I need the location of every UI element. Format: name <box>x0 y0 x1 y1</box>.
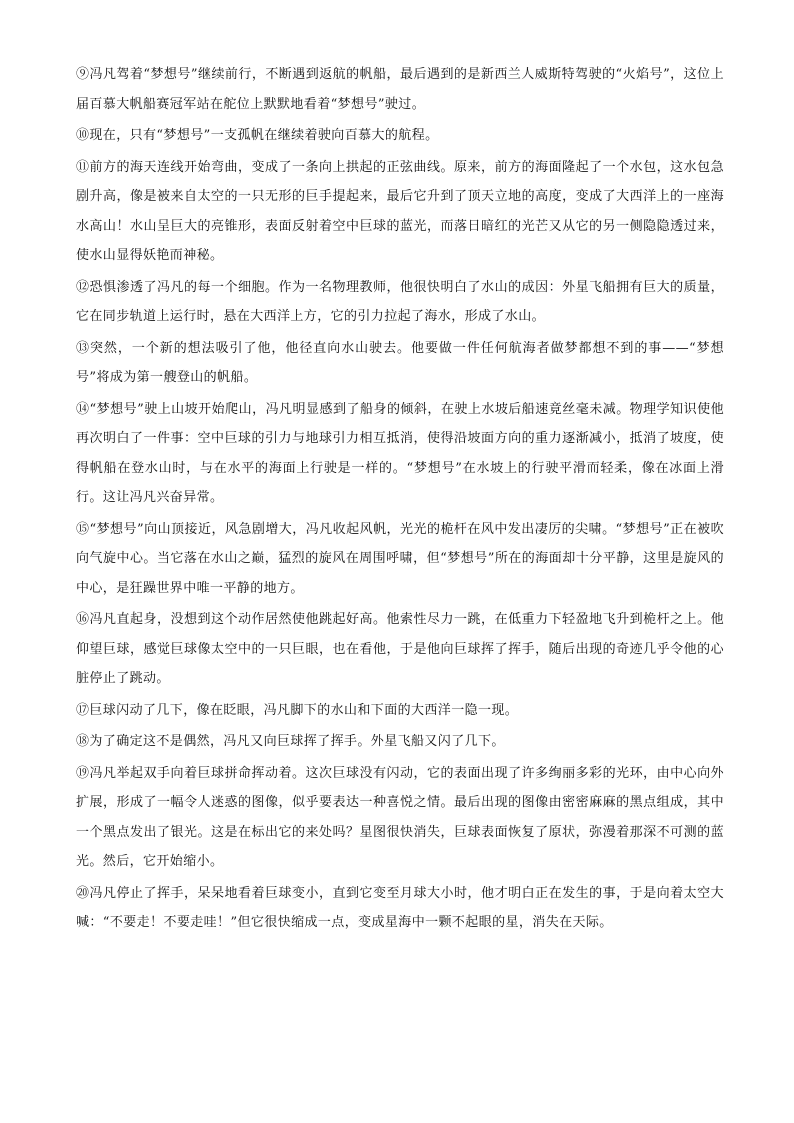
paragraph-11: ⑪前方的海天连线开始弯曲，变成了一条向上拱起的正弦曲线。原来，前方的海面隆起了一个水包，这水包急剧升高，像是被来自太空的一只无形的巨手提起来，最后它升到了顶天立地的高度，变成了大西洋上的一座海水高山！水山呈巨大的亮锥形，表面反射着空中巨球的蓝光，而落日暗红的光芒又从它的另一侧隐隐透过来，使水山显得妖艳而神秘。 <box>76 159 724 263</box>
paragraph-15: ⑮“梦想号”向山顶接近，风急剧增大，冯凡收起风帆，光光的桅杆在风中发出凄厉的尖啸。“梦想号”正在被吹向气旋中心。当它落在水山之巅，猛烈的旋风在周围呼啸，但“梦想号”所在的海面却十分平静，这里是旋风的中心，是狂躁世界中唯一平静的地方。 <box>76 521 724 596</box>
article-body <box>76 60 724 940</box>
paragraph-13: ⑬突然，一个新的想法吸引了他，他径直向水山驶去。他要做一件任何航海者做梦都想不到的事——“梦想号”将成为第一艘登山的帆船。 <box>76 340 724 385</box>
paragraph-17: ⑰巨球闪动了几下，像在眨眼，冯凡脚下的水山和下面的大西洋一隐一现。 <box>76 702 519 718</box>
paragraph-10: ⑩现在，只有“梦想号”一支孤帆在继续着驶向百慕大的航程。 <box>76 128 439 143</box>
paragraph-9: ⑨冯凡驾着“梦想号”继续前行，不断遇到返航的帆船，最后遇到的是新西兰人威斯特驾驶的“火焰号”，这位上届百慕大帆船赛冠军站在舵位上默默地看着“梦想号”驶过。 <box>76 67 724 112</box>
paragraph-18: ⑱为了确定这不是偶然，冯凡又向巨球挥了挥手。外星飞船又闪了几下。 <box>76 734 505 749</box>
paragraph-20: ⑳冯凡停止了挥手，呆呆地看着巨球变小，直到它变至月球大小时，他才明白正在发生的事，于是向着太空大喊：“不要走！不要走哇！”但它很快缩成一点，变成星海中一颗不起眼的星，消失在天际。 <box>76 885 724 930</box>
paragraph-14: ⑭“梦想号”驶上山坡开始爬山，冯凡明显感到了船身的倾斜，在驶上水坡后船速竟丝毫未减。物理学知识使他再次明白了一件事：空中巨球的引力与地球引力相互抵消，使得沿坡面方向的重力逐渐减小，抵消了坡度，使得帆船在登水山时，与在水平的海面上行驶是一样的。“梦想号”在水坡上的行驶平滑而轻柔，像在冰面上滑行。这让冯凡兴奋异常。 <box>76 401 724 505</box>
paragraph-12: ⑫恐惧渗透了冯凡的每一个细胞。作为一名物理教师，他很快明白了水山的成因：外星飞船拥有巨大的质量，它在同步轨道上运行时，悬在大西洋上方，它的引力拉起了海水，形成了水山。 <box>76 279 724 324</box>
paragraph-19: ⑲冯凡举起双手向着巨球拼命挥动着。这次巨球没有闪动，它的表面出现了许多绚丽多彩的光环，由中心向外扩展，形成了一幅令人迷惑的图像，似乎要表达一种喜悦之情。最后出现的图像由密密麻麻的黑点组成，其中一个黑点发出了银光。这是在标出它的来处吗？星图很快消失，巨球表面恢复了原状，弥漫着那深不可测的蓝光。然后，它开始缩小。 <box>76 765 724 869</box>
paragraph-16: ⑯冯凡直起身，没想到这个动作居然使他跳起好高。他索性尽力一跳，在低重力下轻盈地飞升到桅杆之上。他仰望巨球，感觉巨球像太空中的一只巨眼，也在看他，于是他向巨球挥了挥手，随后出现的奇迹几乎令他的心脏停止了跳动。 <box>76 612 724 686</box>
